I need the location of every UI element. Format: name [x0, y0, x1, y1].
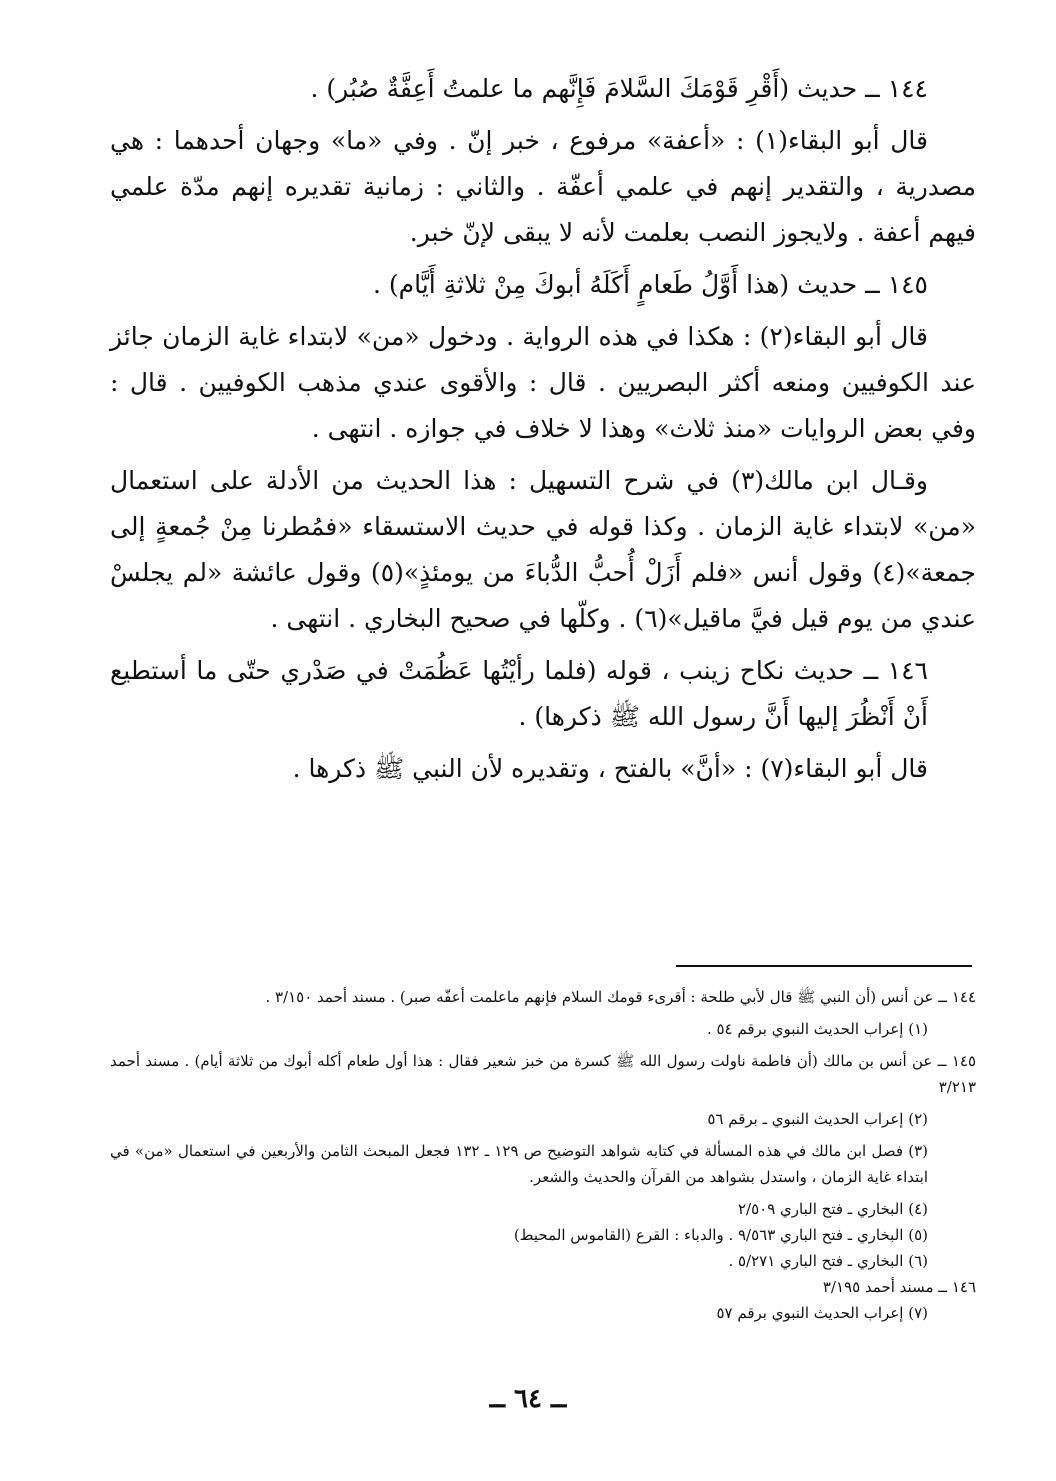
hadith-145-heading: ١٤٥ ــ حديث (هذا أَوَّلُ طَعامٍ أَكَلَهُ أبوكَ مِنْ ثلاثةِ أَيَّام) . — [373, 270, 928, 299]
footnote-145: ١٤٥ ــ عن أنس بن مالك (أن فاطمة ناولت رسول الله ﷺ كسرة من خبز شعير فقال : هذا أول طعام أكله أبوك من ثلاثة أيام) . مسند أحمد ٣/٢١٣ — [110, 1052, 976, 1096]
abu-albaqa-comment-2: قال أبو البقاء(٢) : هكذا في هذه الرواية . ودخول «من» لابتداء غاية الزمان جائز عند الكوفيين ومنعه أكثر البصريين . قال : والأقوى عندي مذهب الكوفيين . قال : وفي بعض الروايات «منذ ثلاث» وهذا لا خلاف في جوازه . انتهى . — [110, 322, 976, 443]
footnotes — [110, 984, 976, 1332]
footnote-5: (٥) البخاري ـ فتح الباري ٩/٥٦٣ . والدباء : القرع (القاموس المحيط) — [513, 1226, 928, 1244]
abu-albaqa-comment-7: قال أبو البقاء(٧) : «أنَّ» بالفتح ، وتقديره لأن النبي ﷺ ذكرها . — [292, 754, 928, 783]
hadith-144-heading: ١٤٤ ــ حديث (أَقْرِ قَوْمَكَ السَّلامَ فَإِنَّهم ما علمتُ أَعِفَّةٌ صُبُر) . — [310, 74, 928, 103]
footnote-1: (١) إعراب الحديث النبوي برقم ٥٤ . — [706, 1020, 928, 1038]
main-text — [110, 66, 976, 798]
footnote-7: (٧) إعراب الحديث النبوي برقم ٥٧ — [716, 1304, 928, 1322]
page-number: ــ ٦٤ ــ — [489, 1384, 567, 1414]
hadith-146-heading: ١٤٦ ــ حديث نكاح زينب ، قوله (فلما رأيْتُها عَظُمَتْ في صَدْري حتّى ما أستطيع أَنْ أَنْظُرَ إليها أَنَّ رسول الله ﷺ ذكرها) . — [110, 656, 928, 731]
footnote-146: ١٤٦ ــ مسند أحمد ٣/١٩٥ — [822, 1278, 976, 1296]
footnote-144: ١٤٤ ــ عن أنس (أن النبي ﷺ قال لأبي طلحة : أقرىء قومك السلام فإنهم ماعلمت أعفّه صبر) . مسند أحمد ٣/١٥٠ . — [265, 988, 976, 1006]
footnote-6: (٦) البخاري ـ فتح الباري ٥/٢٧١ . — [728, 1252, 928, 1270]
abu-albaqa-comment-1: قال أبو البقاء(١) : «أعفة» مرفوع ، خبر إنّ . وفي «ما» وجهان أحدهما : هي مصدرية ، والتقدير إنهم في علمي أعفّة . والثاني : زمانية تقديره إنهم مدّة علمي فيهم أعفة . ولايجوز النصب بعلمت لأنه لا يبقى لإنّ خبر. — [110, 126, 976, 247]
footnote-3: (٣) فصل ابن مالك في هذه المسألة في كتابه شواهد التوضيح ص ١٢٩ ـ ١٣٢ فجعل المبحث الثامن والأربعين في استعمال «من» في ابتداء غاية الزمان ، واستدل بشواهد من القرآن والحديث والشعر. — [110, 1142, 928, 1186]
footnote-divider — [676, 965, 972, 967]
footnote-2: (٢) إعراب الحديث النبوي ـ برقم ٥٦ — [707, 1110, 928, 1128]
footnote-4: (٤) البخاري ـ فتح الباري ٢/٥٠٩ — [738, 1200, 928, 1218]
ibn-malik-comment: وقـال ابن مالك(٣) في شرح التسهيل : هذا الحديث من الأدلة على استعمال «من» لابتداء غاية الزمان . وكذا قوله في حديث الاستسقاء «فمُطرنا مِنْ جُمعةٍ إلى جمعة»(٤) وقول أنس «فلم أَزَلْ أُحبُّ الدُّباءَ من يومئذٍ»(٥) وقول عائشة «لم يجلسْ عندي من يوم قيل فيَّ ماقيل»(٦) . وكلّها في صحيح البخاري . انتهى . — [110, 466, 976, 633]
